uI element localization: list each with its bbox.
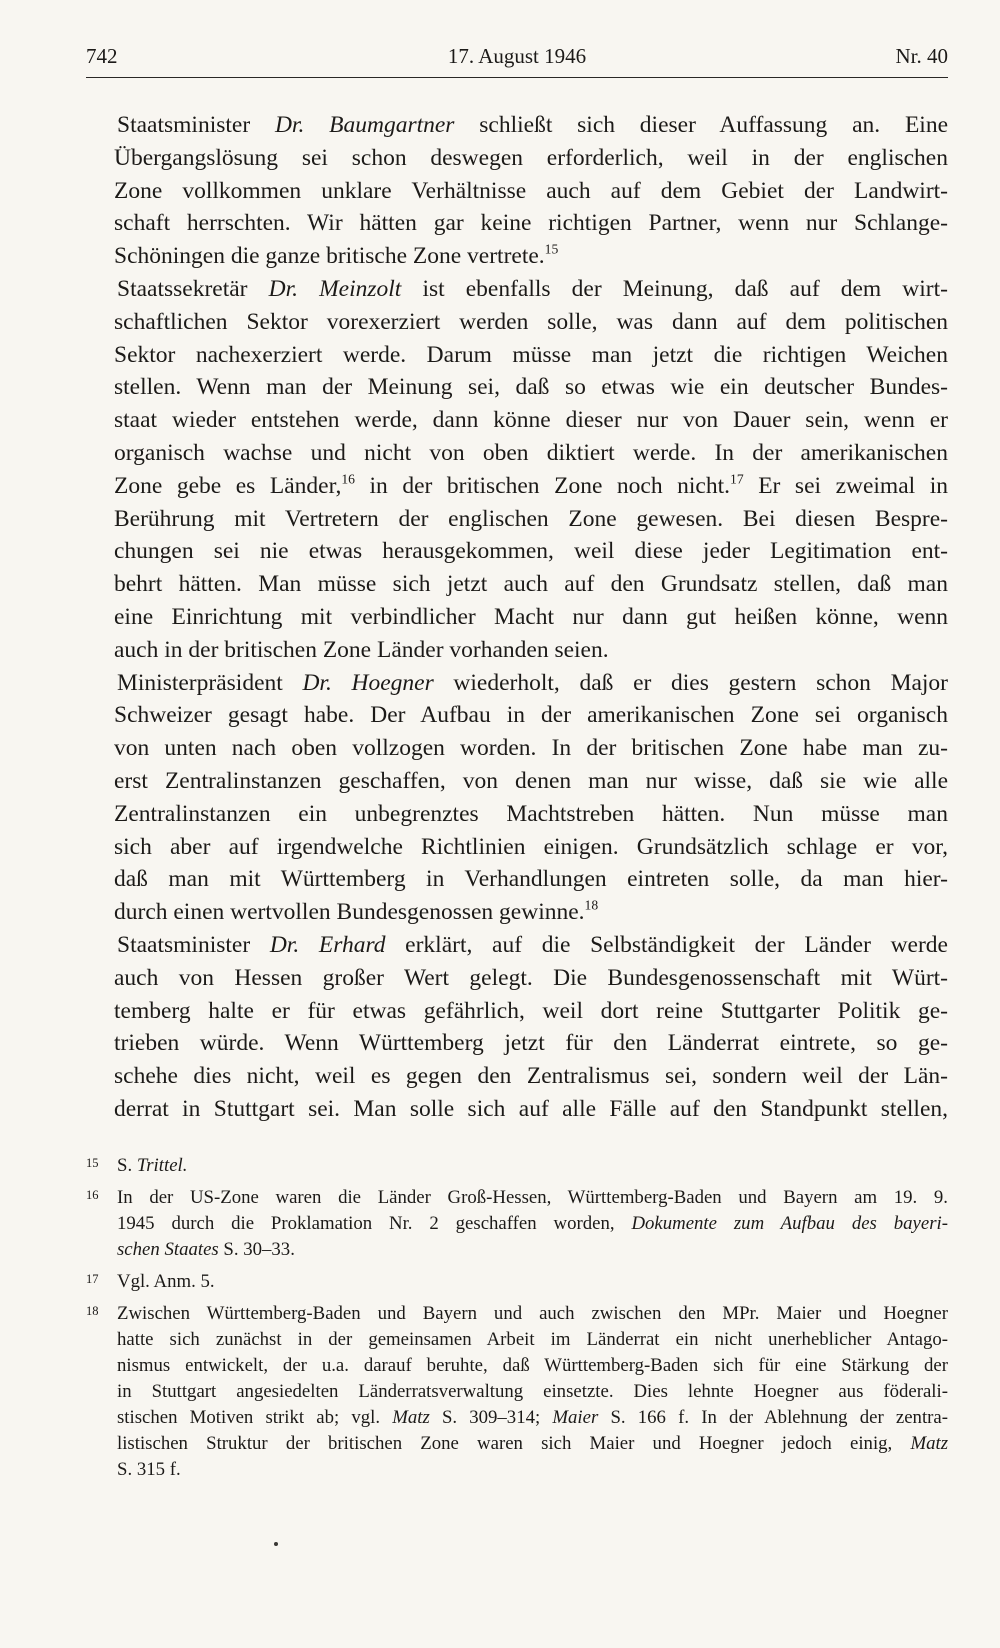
footnotes xyxy=(86,1153,948,1489)
paragraph xyxy=(114,667,948,929)
footnote-number: 15 xyxy=(86,1156,99,1170)
footnote-ref: 15 xyxy=(544,241,559,257)
text-run: Schöningen die ganze britische Zone vertrete. xyxy=(114,243,545,270)
text-line xyxy=(114,339,948,372)
footnote-line xyxy=(117,1457,948,1483)
footnote-text xyxy=(117,1269,948,1295)
text-run: Ministerpräsident xyxy=(117,669,303,696)
text-run: Berührung mit Vertretern der englischen Zone gewesen. Bei diesen Bespre- xyxy=(114,505,948,532)
text-run: wiederholt, daß er dies gestern schon Major xyxy=(433,669,948,696)
text-run: organisch wachse und nicht von oben diktiert werde. In der amerikanischen xyxy=(114,439,948,466)
footnote-line xyxy=(117,1185,948,1211)
header-rule xyxy=(86,77,948,78)
footnote-number: 17 xyxy=(86,1272,99,1286)
text-line xyxy=(114,404,948,437)
footnote xyxy=(86,1269,948,1295)
text-run: Zone gebe es Länder, xyxy=(114,472,342,499)
text-run: Staatsminister xyxy=(117,112,275,138)
text-line xyxy=(114,1060,948,1093)
text-run: chungen sei nie etwas herausgekommen, weil diese jeder Legitimation ent- xyxy=(114,538,948,565)
page-number: 742 xyxy=(86,44,118,68)
text-line xyxy=(114,863,948,896)
footnote xyxy=(86,1301,948,1483)
text-line xyxy=(114,798,948,831)
text-line xyxy=(114,1027,948,1060)
text-run: Zone vollkommen unklare Verhältnisse auch auf dem Gebiet der Landwirt- xyxy=(114,177,948,204)
body-text xyxy=(114,109,948,1126)
footnote-line xyxy=(117,1379,948,1405)
footnote-number: 16 xyxy=(86,1188,99,1202)
footnote-number: 18 xyxy=(86,1304,99,1318)
text-line xyxy=(114,667,948,700)
text-line xyxy=(114,634,948,667)
text-run: eine Einrichtung mit verbindlicher Macht nur dann gut heißen könne, wenn xyxy=(114,603,948,630)
text-line xyxy=(114,240,948,273)
text-run: erklärt, auf die Selbständigkeit der Länder werde xyxy=(385,931,948,958)
text-run: Sektor nachexerziert werde. Darum müsse man jetzt die richtigen Weichen xyxy=(114,341,948,368)
footnote-line xyxy=(117,1153,948,1179)
text-line xyxy=(114,896,948,929)
text-run: Zwischen Württemberg-Baden und Bayern und auch zwischen den MPr. Maier und Hoegner xyxy=(117,1303,948,1324)
text-run: nismus entwickelt, der u.a. darauf beruhte, daß Württemberg-Baden sich für eine Stärkung der xyxy=(117,1355,948,1376)
text-run: sich aber auf irgendwelche Richtlinien einigen. Grundsätzlich schlage er vor, xyxy=(114,833,948,860)
text-run: in der britischen Zone noch nicht. xyxy=(354,472,731,499)
italic-name: Dokumente zum Aufbau des bayeri- xyxy=(631,1213,948,1234)
text-line xyxy=(114,995,948,1028)
text-line xyxy=(114,470,948,503)
italic-name: Dr. Erhard xyxy=(269,931,386,958)
footnote-line xyxy=(117,1431,948,1457)
text-line xyxy=(114,1093,948,1126)
text-run: behrt hätten. Man müsse sich jetzt auch auf den Grundsatz stellen, daß man xyxy=(114,571,948,598)
paper-speck xyxy=(274,1542,278,1546)
footnote xyxy=(86,1185,948,1263)
footnote-line xyxy=(117,1211,948,1237)
paragraph xyxy=(114,109,948,273)
text-run: 1945 durch die Proklamation Nr. 2 geschaffen worden, xyxy=(117,1213,632,1234)
text-run: auch in der britischen Zone Länder vorhanden seien. xyxy=(114,636,609,663)
text-run: durch einen wertvollen Bundesgenossen gewinne. xyxy=(114,899,585,926)
text-run: Staatsminister xyxy=(117,931,270,958)
text-run: S. 166 f. In der Ablehnung der zentra- xyxy=(598,1407,949,1428)
italic-name: schen Staates xyxy=(117,1239,219,1260)
text-run: S. xyxy=(117,1155,137,1176)
text-run: in Stuttgart angesiedelten Länderratsverwaltung einsetzte. Dies lehnte Hoegner aus föderali- xyxy=(117,1381,948,1402)
italic-name: Dr. Meinzolt xyxy=(268,275,402,302)
text-run: stellen. Wenn man der Meinung sei, daß so etwas wie ein deutscher Bundes- xyxy=(114,374,948,401)
text-line xyxy=(114,207,948,240)
text-run: schehe dies nicht, weil es gegen den Zentralismus sei, sondern weil der Län- xyxy=(114,1063,948,1090)
text-run: staat wieder entstehen werde, dann könne dieser nur von Dauer sein, wenn er xyxy=(114,407,948,434)
text-line xyxy=(114,699,948,732)
footnote-line xyxy=(117,1237,948,1263)
text-run: S. 30–33. xyxy=(218,1239,295,1260)
text-run: trieben würde. Wenn Württemberg jetzt für den Länderrat eintrete, so ge- xyxy=(114,1030,948,1057)
text-run: Vgl. Anm. 5. xyxy=(117,1271,215,1292)
text-run: daß man mit Württemberg in Verhandlungen eintreten solle, da man hier- xyxy=(114,866,948,893)
text-line xyxy=(114,929,948,962)
footnote-line xyxy=(117,1269,948,1295)
text-run: hatte sich zunächst in der gemeinsamen Arbeit im Länderrat ein nicht unerheblicher Antago- xyxy=(117,1329,948,1350)
text-line xyxy=(114,175,948,208)
text-run: auch von Hessen großer Wert gelegt. Die Bundesgenossenschaft mit Würt- xyxy=(114,964,948,991)
text-line xyxy=(114,371,948,404)
paragraph xyxy=(114,273,948,667)
footnote-text xyxy=(117,1153,948,1179)
text-line xyxy=(114,601,948,634)
footnote xyxy=(86,1153,948,1179)
footnote-ref: 16 xyxy=(341,471,355,487)
text-run: schaft herrschten. Wir hätten gar keine richtigen Partner, wenn nur Schlange- xyxy=(114,210,948,237)
text-run: stischen Motiven strikt ab; vgl. xyxy=(117,1407,393,1428)
footnote-line xyxy=(117,1327,948,1353)
text-line xyxy=(114,109,948,142)
footnote-ref: 17 xyxy=(730,471,744,487)
text-run: Übergangslösung sei schon deswegen erforderlich, weil in der englischen xyxy=(114,144,948,171)
footnote-line xyxy=(117,1301,948,1327)
text-run: Staatssekretär xyxy=(117,275,269,302)
header-date: 17. August 1946 xyxy=(447,44,587,68)
italic-name: Matz xyxy=(910,1433,948,1454)
text-run: Schweizer gesagt habe. Der Aufbau in der amerikanischen Zone sei organisch xyxy=(114,702,948,729)
text-run: In der US-Zone waren die Länder Groß-Hessen, Württemberg-Baden und Bayern am 19. 9. xyxy=(117,1187,948,1208)
footnote-text xyxy=(117,1185,948,1263)
running-header xyxy=(86,44,948,72)
italic-name: Maier xyxy=(552,1407,599,1428)
text-run: schaftlichen Sektor vorexerziert werden solle, was dann auf dem politischen xyxy=(114,308,948,335)
footnote-text xyxy=(117,1301,948,1483)
text-line xyxy=(114,535,948,568)
text-run: schließt sich dieser Auffassung an. Eine xyxy=(454,112,949,138)
text-run: listischen Struktur der britischen Zone waren sich Maier und Hoegner jedoch einig, xyxy=(117,1433,911,1454)
footnote-line xyxy=(117,1405,948,1431)
text-line xyxy=(114,273,948,306)
footnote-line xyxy=(117,1353,948,1379)
text-run: von unten nach oben vollzogen worden. In der britischen Zone habe man zu- xyxy=(114,735,948,762)
italic-name: Trittel. xyxy=(136,1155,188,1176)
text-run: derrat in Stuttgart sei. Man solle sich auf alle Fälle auf den Standpunkt stellen, xyxy=(114,1095,948,1122)
footnote-ref: 18 xyxy=(584,897,599,913)
text-run: Er sei zweimal in xyxy=(743,472,948,499)
text-run: Zentralinstanzen ein unbegrenztes Machtstreben hätten. Nun müsse man xyxy=(114,800,948,827)
paragraph xyxy=(114,929,948,1126)
text-line xyxy=(114,831,948,864)
italic-name: Matz xyxy=(392,1407,430,1428)
text-line xyxy=(114,732,948,765)
text-line xyxy=(114,306,948,339)
text-line xyxy=(114,142,948,175)
text-run: ist ebenfalls der Meinung, daß auf dem wirt- xyxy=(401,275,948,302)
text-line xyxy=(114,437,948,470)
italic-name: Dr. Hoegner xyxy=(302,669,434,696)
text-run: temberg halte er für etwas gefährlich, weil dort reine Stuttgarter Politik ge- xyxy=(114,997,948,1024)
text-line xyxy=(114,568,948,601)
text-line xyxy=(114,962,948,995)
header-issue: Nr. 40 xyxy=(895,44,948,68)
text-run: S. 309–314; xyxy=(429,1407,553,1428)
italic-name: Dr. Baumgartner xyxy=(274,112,455,138)
text-run: S. 315 f. xyxy=(117,1459,181,1480)
text-line xyxy=(114,765,948,798)
text-run: erst Zentralinstanzen geschaffen, von denen man nur wisse, daß sie wie alle xyxy=(114,767,948,794)
text-line xyxy=(114,503,948,536)
